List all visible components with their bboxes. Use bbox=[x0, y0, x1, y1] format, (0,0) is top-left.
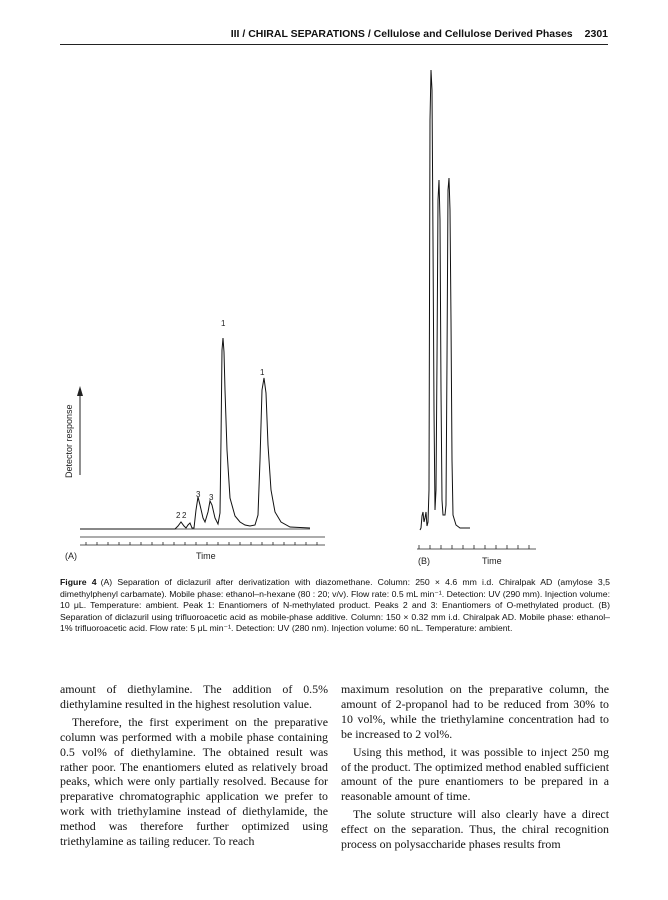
chromatogram-trace-b bbox=[420, 70, 470, 530]
paragraph: The solute structure will also clearly have a direct effect on the separation. Thus, the chiral recognition process on polysaccharide phases results from bbox=[341, 807, 609, 852]
chromatogram-trace-a bbox=[80, 338, 310, 529]
x-axis-label-a: Time bbox=[196, 551, 216, 561]
running-header bbox=[60, 28, 608, 45]
peak-label-2a: 2 bbox=[176, 511, 181, 520]
left-column bbox=[60, 682, 328, 849]
peak-label-1a: 1 bbox=[221, 319, 226, 328]
peak-label-3b: 3 bbox=[209, 493, 214, 502]
panel-a-chromatogram bbox=[64, 319, 325, 561]
paragraph: maximum resolution on the preparative column, the amount of 2-propanol had to be reduced from 30% to 10 vol%, while the triethylamine concentration had to be increased to 2 vol%. bbox=[341, 682, 609, 741]
running-title: III / CHIRAL SEPARATIONS / Cellulose and Cellulose Derived Phases bbox=[230, 28, 573, 40]
panel-b-chromatogram bbox=[417, 70, 536, 566]
figure-label: Figure 4 bbox=[60, 577, 97, 587]
caption-text: (A) Separation of diclazuril after derivatization with diazomethane. Column: 250 × 4.6 mm i.d. Chiralpak AD (amylose 3,5 dimethylphenyl carbamate). Mobile phase: ethanol–n-hexane (80 : 20; v/v). Flow rate: 0.5 mL min⁻¹. Detection: UV (290 mm). Injection volume: 10 μL. Temperature: ambient. Peak 1: Enantiomers of N-methylated product. Peaks 2 and 3: Enantiomers of O-methylated product. (B) Separation of diclazuril using trifluoroacetic acid as mobile-phase additive. Column: 150 × 0.32 mm i.d. Chiralpak AD. Mobile phase: ethanol–1% trifluoroacetic acid. Flow rate: 5 μL min⁻¹. Detection: UV (280 nm). Injection volume: 60 nL. Temperature: ambient. bbox=[60, 577, 610, 633]
figure-4 bbox=[55, 60, 555, 580]
panel-a-label: (A) bbox=[65, 551, 77, 561]
time-axis-a bbox=[80, 542, 325, 545]
peak-label-2b: 2 bbox=[182, 511, 187, 520]
y-axis-arrowhead bbox=[77, 386, 83, 396]
paragraph: Therefore, the first experiment on the preparative column was performed with a mobile phase containing 0.5 vol% of diethylamine. The obtained result was rather poor. The enantiomers eluted as relatively broad peaks, which were only partially resolved. Because for preparative chromatographic application we prefer to work with triethylamine instead of diethylamide, the method was therefore further optimized using triethylamine as tailing reducer. To reach bbox=[60, 714, 328, 849]
paragraph: amount of diethylamine. The addition of 0.5% diethylamine resulted in the highest resolution value. bbox=[60, 682, 328, 711]
right-column bbox=[341, 682, 609, 852]
page-number: 2301 bbox=[584, 28, 608, 40]
figure-caption bbox=[60, 577, 610, 635]
y-axis-label: Detector response bbox=[64, 404, 74, 478]
peak-label-1b: 1 bbox=[260, 368, 265, 377]
peak-label-3a: 3 bbox=[196, 490, 201, 499]
time-axis-b bbox=[417, 545, 536, 549]
panel-b-label: (B) bbox=[418, 556, 430, 566]
x-axis-label-b: Time bbox=[482, 556, 502, 566]
paragraph: Using this method, it was possible to inject 250 mg of the product. The optimized method enabled sufficient amount of the pure enantiomers to be prepared in a reasonable amount of time. bbox=[341, 744, 609, 804]
